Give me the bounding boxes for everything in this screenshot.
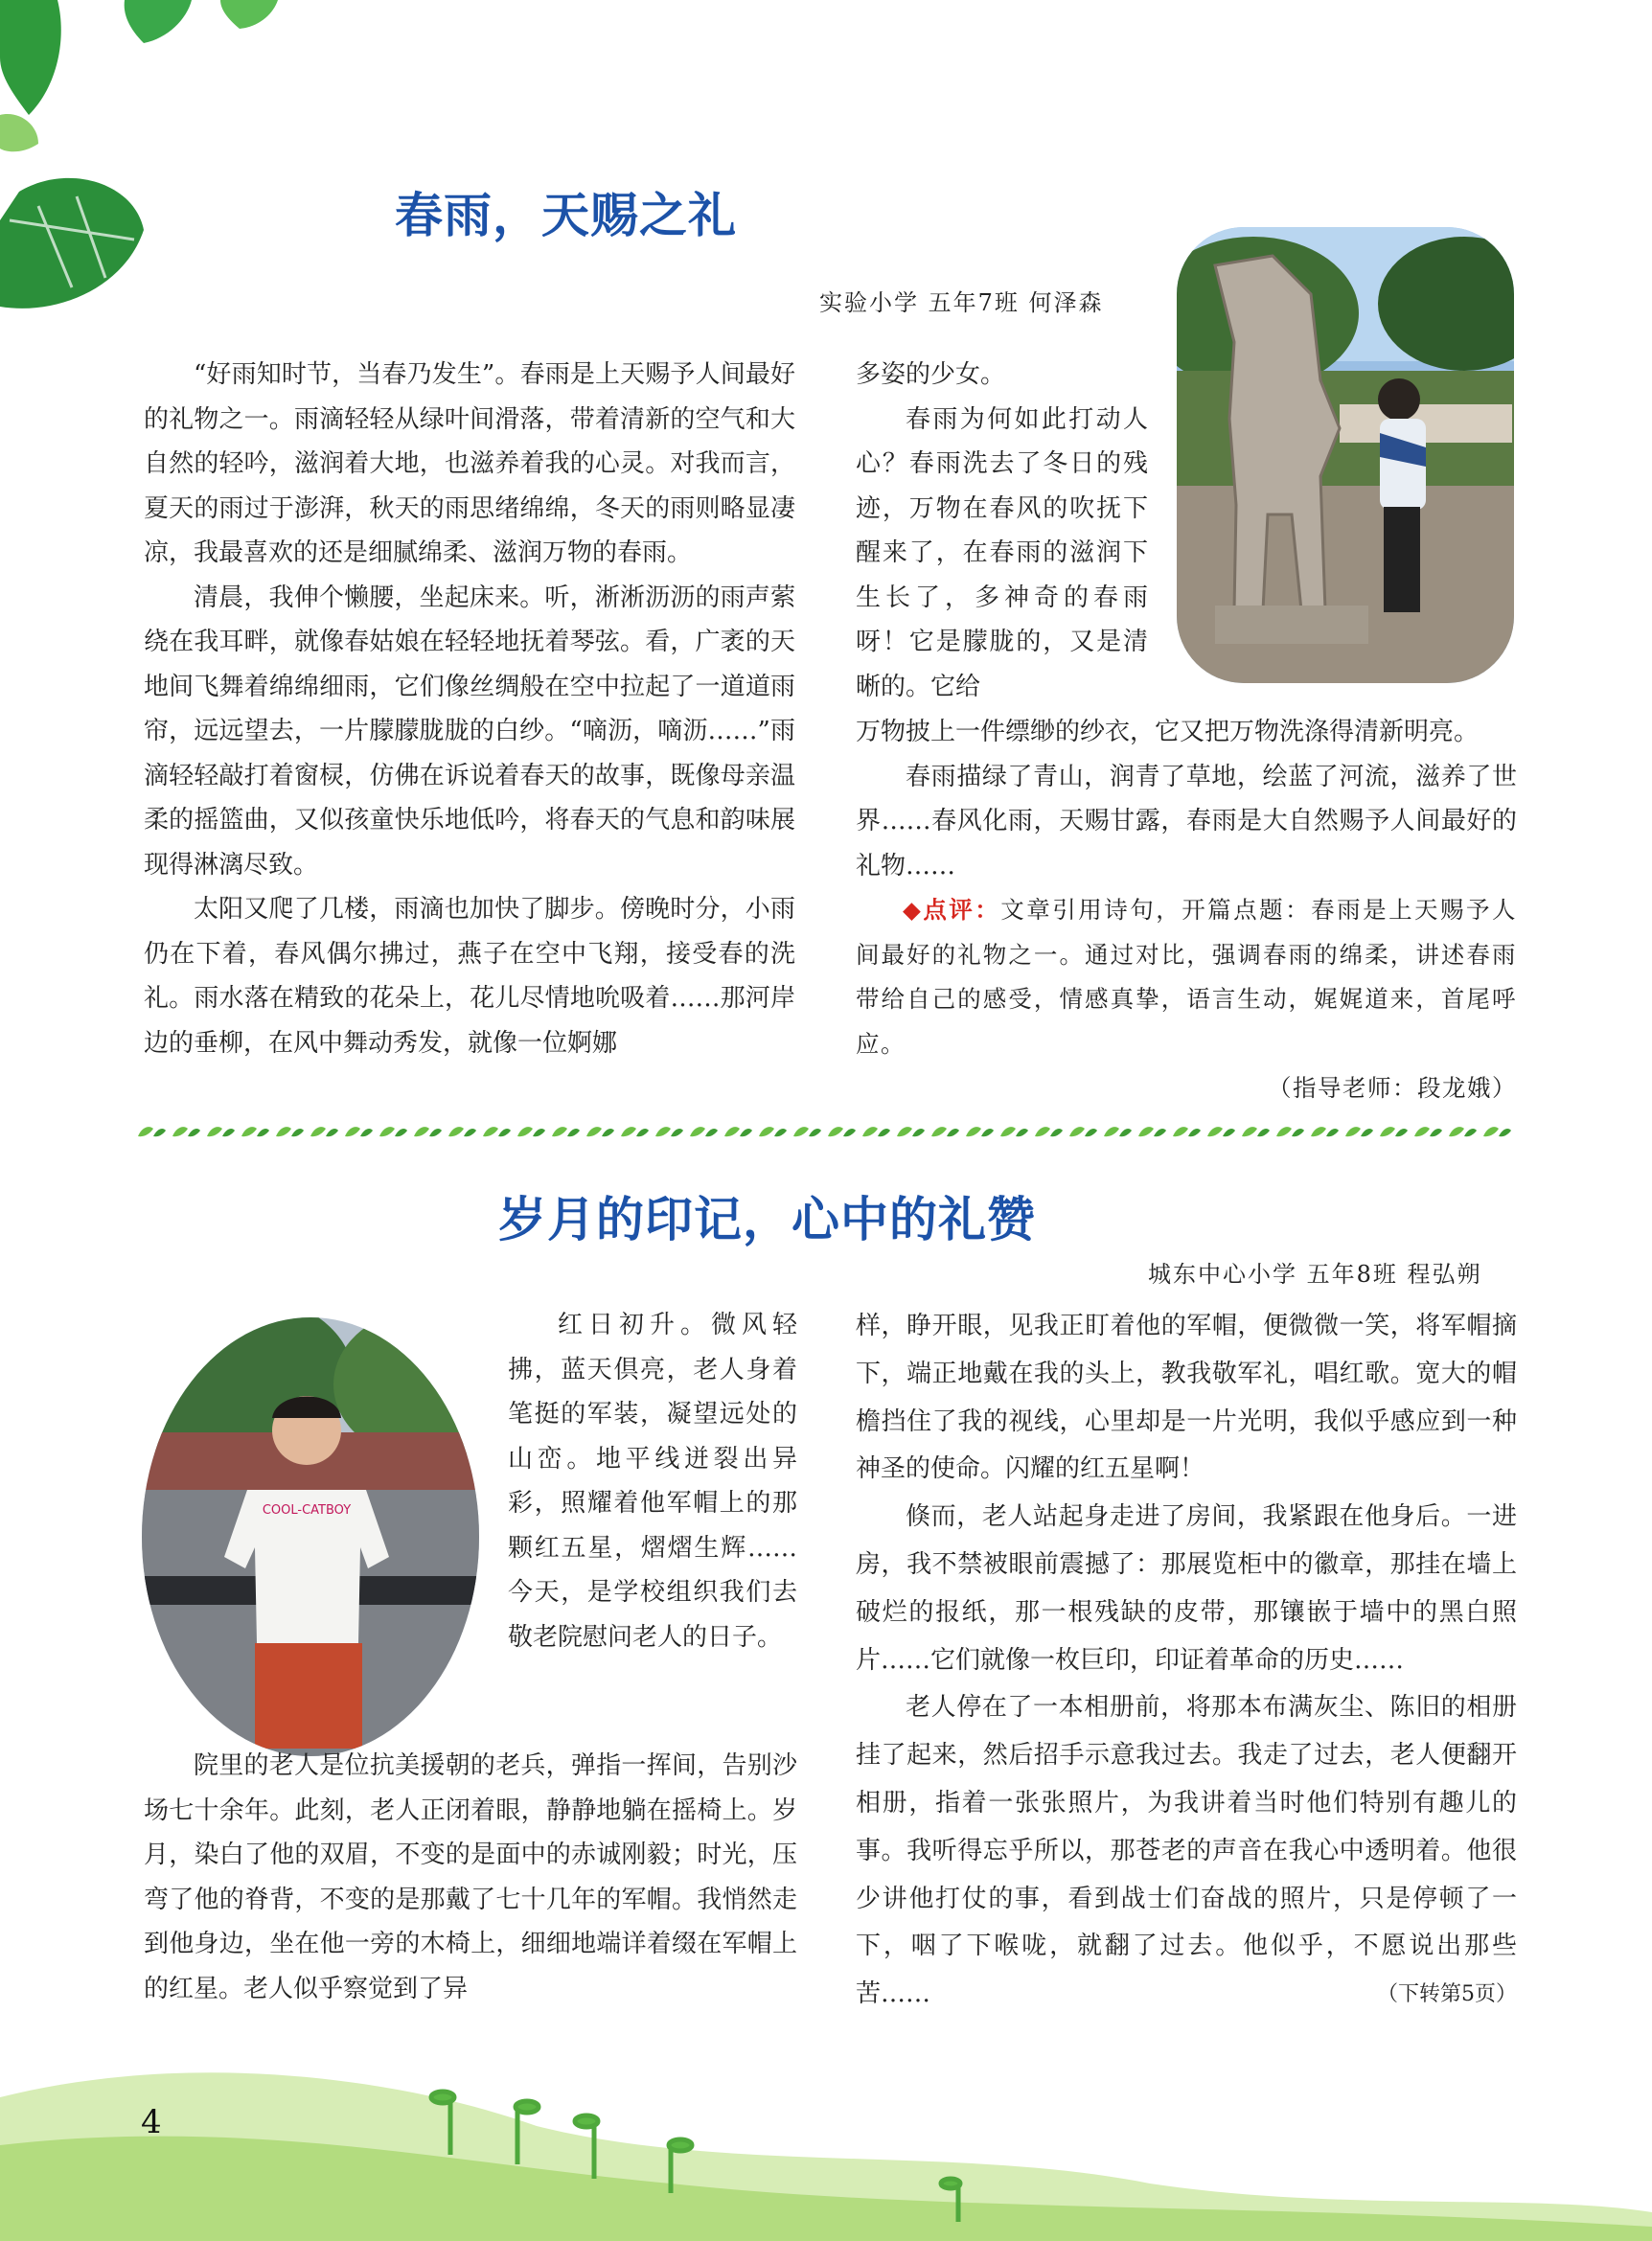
article1-title: 春雨，天赐之礼 <box>395 188 737 243</box>
article1-right-top-column <box>856 353 1148 709</box>
page-number: 4 <box>141 2103 162 2141</box>
teacher-credit: （指导老师：段龙娥） <box>1268 1074 1517 1102</box>
shirt-text: COOL-CATBOY <box>262 1503 352 1518</box>
paragraph: 春雨为何如此打动人心？春雨洗去了冬日的残迹，万物在春风的吹抚下醒来了，在春雨的滋润下生长了，多神奇的春雨呀！它是朦胧的，又是清晰的。它给 <box>856 404 1148 701</box>
leaf-divider <box>134 1123 1514 1140</box>
paragraph: 红日初升。微风轻拂，蓝天倶亮，老人身着笔挺的军装，凝望远处的山峦。地平线迸裂出异彩，照耀着他军帽上的那颗红五星，熠熠生辉……今天，是学校组织我们去敬老院慰问老人的日子。 <box>508 1311 797 1652</box>
comment <box>856 888 1517 1111</box>
comment-text: 文章引用诗句，开篇点题：春雨是上天赐予人间最好的礼物之一。通过对比，强调春雨的绵柔，讲述春雨带给自己的感受，情感真挚，语言生动，娓娓道来，首尾呼应。 <box>856 896 1518 1058</box>
article1-photo <box>1177 227 1514 683</box>
article1-left-column <box>144 353 795 1065</box>
article2-title: 岁月的印记，心中的礼赞 <box>498 1192 1036 1247</box>
article1-byline: 实验小学 五年7班 何泽森 <box>819 289 1104 316</box>
article2-right-column <box>856 1303 1517 2019</box>
continued-note: （下转第5页） <box>1377 1982 1517 2007</box>
paragraph-text: 老人停在了一本相册前，将那本布满灰尘、陈旧的相册挂了起来，然后招手示意我过去。我走了过去，老人便翻开相册，指着一张张照片，为我讲着当时他们特别有趣儿的事。我听得忘乎所以，那苍老的声音在我心中透明着。他很少讲他打仗的事，看到战士们奋战的照片，只是停顿了一下，咽了下喉咙，就翻了过去。他似乎，不愿说出那些苦…… <box>856 1693 1517 2009</box>
paragraph: 清晨，我伸个懒腰，坐起床来。听，淅淅沥沥的雨声萦绕在我耳畔，就像春姑娘在轻轻地抚着琴弦。看，广袤的天地间飞舞着绵绵细雨，它们像丝绸般在空中拉起了一道道雨帘，远远望去，一片朦朦胧胧的白纱。“嘀沥，嘀沥……”雨滴轻轻敲打着窗棂，仿佛在诉说着春天的故事，既像母亲温柔的摇篮曲，又似孩童快乐地低吟，将春天的气息和韵味展现得淋漓尽致。 <box>144 583 795 880</box>
paragraph: 多姿的少女。 <box>856 360 1006 389</box>
paragraph: 万物披上一件缥缈的纱衣，它又把万物洗涤得清新明亮。 <box>856 718 1480 746</box>
paragraph: 样，睁开眼，见我正盯着他的军帽，便微微一笑，将军帽摘下，端正地戴在我的头上，教我敬军礼，唱红歌。宽大的帽檐挡住了我的视线，心里却是一片光明，我似乎感应到一种神圣的使命。闪耀的红五星啊！ <box>856 1312 1517 1484</box>
paragraph: 倏而，老人站起身走进了房间，我紧跟在他身后。一进房，我不禁被眼前震撼了：那展览柜中的徽章，那挂在墙上破烂的报纸，那一根残缺的皮带，那镶嵌于墙中的黑白照片……它们就像一枚巨印，印证着革命的历史…… <box>856 1502 1517 1675</box>
paragraph: “好雨知时节，当春乃发生”。春雨是上天赐予人间最好的礼物之一。雨滴轻轻从绿叶间滑落，带着清新的空气和大自然的轻吟，滋润着大地，也滋养着我的心灵。对我而言，夏天的雨过于澎湃，秋天的雨思绪绵绵，冬天的雨则略显凄凉，我最喜欢的还是细腻绵柔、滋润万物的春雨。 <box>144 360 795 567</box>
article1-right-column <box>856 710 1517 1111</box>
palm-leaf-decoration <box>0 0 422 326</box>
paragraph <box>856 1684 1517 2019</box>
paragraph: 春雨描绿了青山，润青了草地，绘蓝了河流，滋养了世界……春风化雨，天赐甘露，春雨是大自然赐予人间最好的礼物…… <box>856 762 1517 880</box>
grass-decoration <box>0 2021 1652 2241</box>
article2-byline: 城东中心小学 五年8班 程弘朔 <box>1148 1261 1482 1288</box>
paragraph: 太阳又爬了几楼，雨滴也加快了脚步。傍晚时分，小雨仍在下着，春风偶尔拂过，燕子在空中飞翔，接受春的洗礼。雨水落在精致的花朵上，花儿尽情地吮吸着……那河岸边的垂柳，在风中舞动秀发，就像一位婀娜 <box>144 895 795 1058</box>
comment-label: ◆点评： <box>903 896 1001 924</box>
paragraph: 院里的老人是位抗美援朝的老兵，弹指一挥间，告别沙场七十余年。此刻，老人正闭着眼，静静地躺在摇椅上。岁月，染白了他的双眉，不变的是面中的赤诚刚毅；时光，压弯了他的脊背，不变的是那戴了七十几年的军帽。我悄然走到他身边，坐在他一旁的木椅上，细细地端详着缀在军帽上的红星。老人似乎察觉到了异 <box>144 1751 797 2003</box>
article2-left-column <box>144 1303 797 2011</box>
photo-float-spacer <box>144 1303 508 1744</box>
